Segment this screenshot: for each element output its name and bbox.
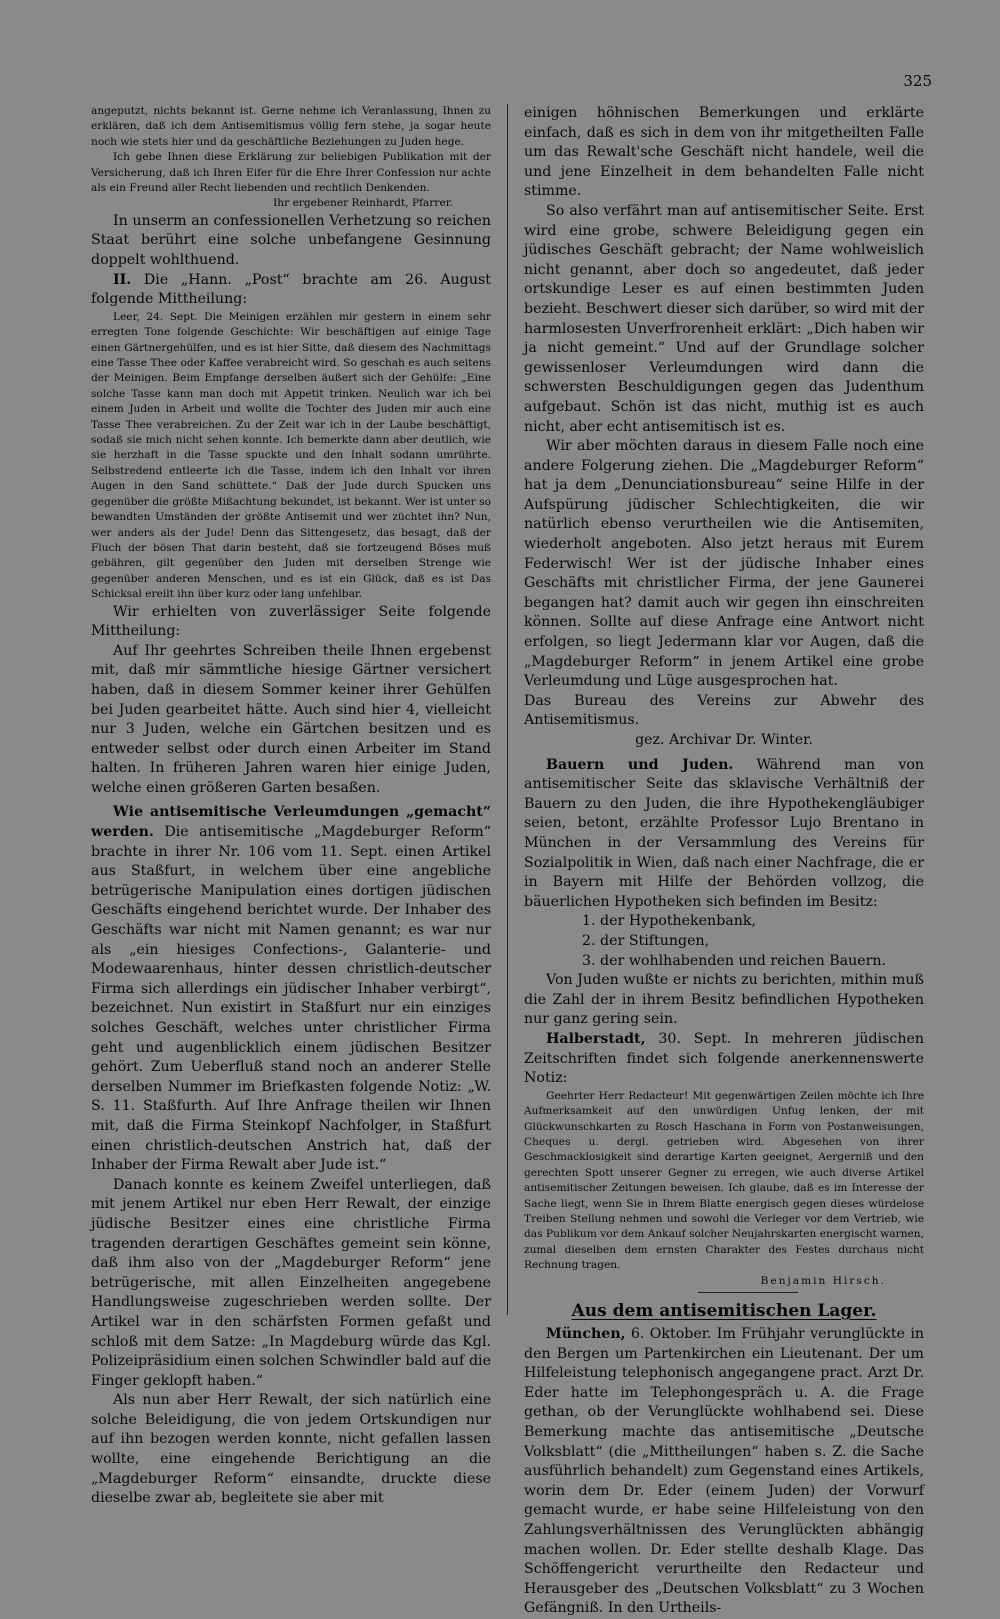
- letter-signature: Ihr ergebener Reinhardt, Pfarrer.: [273, 197, 453, 210]
- left-column: [91, 104, 491, 1509]
- list-item: 1. der Hypothekenbank,: [582, 913, 756, 930]
- letter-text: angeputzt, nichts bekannt ist. Gerne nehme ich Veranlassung, Ihnen zu erklären, daß ich dem Antisemitismus völlig fern stehe, ja sogar heute noch wie stets hier und da geschäftliche Beziehungen zu Juden hege.: [91, 105, 491, 148]
- dateline: Halberstadt,: [546, 1030, 646, 1047]
- quoted-reply: Auf Ihr geehrtes Schreiben theile Ihnen ergebenst mit, daß mir sämmtliche hiesige Gärtner versichert haben, daß in diesem Sommer keiner ihrer Gehülfen bei Juden gearbeitet hätte. Auch sind hier 4, vielleicht nur 3 Juden, welche ein Gärtchen besitzen und es entweder selbst oder durch einen Arbeiter im Stand halten. In früheren Jahren waren hier einige Juden, welche einen größeren Garten besaßen.: [91, 642, 491, 796]
- article-heading: Wie antisemitische Verleumdungen „gemacht“ werden.: [91, 804, 491, 841]
- paragraph: einigen höhnischen Bemerkungen und erklärte einfach, daß es sich in dem von ihr mitgetheilten Falle um das Rewalt'sche Geschäft nicht handele, weil die und jene Einzelheit in dem behandelten Falle nicht stimme.: [524, 105, 924, 200]
- section-ii-text: Die „Hann. „Post“ brachte am 26. August folgende Mittheilung:: [91, 271, 491, 308]
- right-column: [524, 104, 924, 1619]
- commentary-paragraph: In unserm an confessionellen Verhetzung so reichen Staat berührt eine solche unbefangene Gesinnung doppelt wohlthuend.: [91, 212, 491, 269]
- list-item: 2. der Stiftungen,: [582, 932, 710, 949]
- section-number: II.: [113, 271, 132, 288]
- section-ii-intro: [91, 271, 491, 310]
- article-text: 6. Oktober. Im Frühjahr verunglückte in den Bergen um Partenkirchen ein Lieutenant. Der um Hilfeleistung telephonisch angegangene pract. Arzt Dr. Eder hatte im Telephongespräch u. A. die Frage gethan, ob der Verunglückte wohlhabend sei. Diese Bemerkung machte das antisemitische „Deutsche Volksblatt“ (die „Mittheilungen“ haben s. Z. die Sache ausführlich behandelt) zum Gegenstand eines Artikels, worin dem Dr. Eder (einem Juden) der Vorwurf gemacht wurde, er habe seine Hilfeleistung von den Zahlungsverhältnissen des Verunglückten abhängig machen wollen. Dr. Eder stellte deshalb Klage. Das Schöffengericht verurtheilte den Redacteur und Herausgeber des „Deutschen Volksblatt“ zu 3 Wochen Gefängniß. In den Urtheils-: [524, 1325, 924, 1617]
- paragraph: Von Juden wußte er nichts zu berichten, mithin muß die Zahl der in ihrem Besitz befindlichen Hypotheken nur ganz gering sein.: [524, 972, 924, 1028]
- dateline: München,: [546, 1325, 626, 1342]
- mortgage-list: [524, 912, 924, 971]
- article-text: Während man von antisemitischer Seite das sklavische Verhältniß der Bauern zu den Juden, die ihre Hypothekengläubiger seien, betont, erzählte Professor Lujo Brentano in München in der Versammlung des Vereins für Sozialpolitik in Wien, daß nach einer Nachfrage, die er in Bayern mit Hilfe der Behörden vollzog, die bäuerlichen Hypotheken sich befinden im Besitz:: [524, 756, 925, 910]
- page-number: 325: [903, 72, 932, 90]
- quoted-report: Leer, 24. Sept. Die Meinigen erzählen mir gestern in einem sehr erregten Tone folgende Geschichte: Wir beschäftigen auf einige Tage einen Gärtnergehülfen, und es ist hier Sitte, daß diesem des Nachmittags eine Tasse Thee oder Kaffee verabreicht wird. So geschah es auch seitens der Meinigen. Beim Empfange derselben äußert sich der Gehülfe: „Eine solche Tasse kann man doch mit Appetit trinken. Neulich war ich bei einem Juden in Arbeit und wollte die Tochter des Juden mir auch eine Tasse Thee verabreichen. Zu der Zeit war ich in der Laube beschäftigt, sodaß sie mich nicht sehen konnte. Ich bemerkte dann aber deutlich, wie sie herzhaft in die Tasse spuckte und den Inhalt sodann umrührte. Selbstredend entleerte ich die Tasse, indem ich den Inhalt vor ihren Augen in den Sand schüttete.“ Daß der Jude durch Spucken uns gegenüber die größte Mißachtung bekundet, ist bekannt. Wer ist unter so bewandten Umständen der größte Antisemit und wer züchtet ihn? Nun, wer anders als der Jude! Denn das Sittengesetz, das besagt, daß der Fluch der bösen That darin besteht, daß sie fortzeugend Böses muß gebähren, gilt gegenüber den Juden mit derselben Strenge wie gegenüber anderen Menschen, und es ist ein Glück, daß es ist Das Schicksal ereilt ihn über kurz oder lang unfehlbar.: [91, 310, 491, 601]
- signature: gez. Archivar Dr. Winter.: [635, 732, 813, 748]
- article-text: Die antisemitische „Magdeburger Reform“ brachte in ihrer Nr. 106 vom 11. Sept. einen Artikel aus Staßfurt, in welchem über eine angebliche betrügerische Manipulation eines dortigen jüdischen Geschäfts eingehend berichtet wurde. Der Inhaber des Geschäfts war nicht mit Namen genannt; es war nur als „ein hiesiges Confections-, Galanterie- und Modewaarenhaus, hinter dessen christlich-deutscher Firma sich allerdings ein jüdischer Inhaber verbirgt“, bezeichnet. Nun existirt in Staßfurt nur ein einziges solches Geschäft, welches unter christlicher Firma geht und augenblicklich einem jüdischen Besitzer gehört. Zum Ueberfluß stand noch an anderer Stelle derselben Nummer im Briefkasten folgende Notiz: „W. S. 11. Staßfurth. Auf Ihre Anfrage theilen wir Ihnen mit, daß die Firma Steinkopf Nachfolger, in Staßfurt einen christlich-deutschen Anstrich hat, daß der Inhaber der Firma Rewalt aber Jude ist.“: [91, 824, 491, 1174]
- separator: [698, 1292, 798, 1293]
- section-heading: Aus dem antisemitischen Lager.: [571, 1300, 877, 1321]
- list-item: 3. der wohlhabenden und reichen Bauern.: [582, 952, 887, 969]
- article-text: 30. Sept. In mehreren jüdischen Zeitschriften findet sich folgende anerkennenswerte Notiz:: [524, 1030, 924, 1087]
- article-heading: Bauern und Juden.: [546, 756, 734, 773]
- quoted-letter: Geehrter Herr Redacteur! Mit gegenwärtigen Zeilen möchte ich Ihre Aufmerksamkeit auf den unwürdigen Unfug lenken, der mit Glückwunschkarten zu Rosch Haschana in Form von Postanweisungen, Cheques u. dergl. getrieben wird. Abgesehen von ihrer Geschmacklosigkeit sind derartige Karten geeignet, Aergerniß und den gerechten Spott unserer Gegner zu erregen, wie auch diverse Artikel antisemitischer Zeitungen beweisen. Ich glaube, daß es im Interesse der Sache liegt, wenn Sie in Ihrem Blatte energisch gegen dieses würdelose Treiben Stellung nehmen und sowohl die Verleger vor dem Vertrieb, wie das Publikum vor dem Ankauf solcher Neujahrskarten energischt warnen, zumal dieselben dem ernsten Charakter des Festes durchaus nicht Rechnung tragen.: [524, 1089, 924, 1272]
- letter-text-2: Ich gebe Ihnen diese Erklärung zur beliebigen Publikation mit der Versicherung, daß ich Ihren Eifer für die Ehre Ihrer Confession nur achte als ein Freund aller Recht liebenden und rechtlich Denkenden.: [91, 151, 491, 195]
- column-divider: [507, 104, 508, 1315]
- paragraph: Wir aber möchten daraus in diesem Falle noch eine andere Folgerung ziehen. Die „Magdeburger Reform“ hat ja dem „Denunciationsbureau“ seine Hilfe in der Aufspürung jüdischer Schlechtigkeiten, die wir natürlich ebenso verurtheilen wie die Antisemiten, wiederholt angeboten. Also jetzt heraus mit Eurem Federwisch! Wer ist der jüdische Inhaber eines Geschäfts mit christlicher Firma, der jene Gaunerei begangen hat? damit auch wir gegen ihn einschreiten können. Sollte auf diese Anfrage eine Antwort nicht erfolgen, so liegt Jedermann klar vor Augen, daß die „Magdeburger Reform“ in jenem Artikel eine grobe Verleumdung und Lüge ausgesprochen hat.: [524, 438, 924, 690]
- letter-signature: Benjamin Hirsch.: [760, 1274, 886, 1287]
- paragraph: Wir erhielten von zuverlässiger Seite folgende Mittheilung:: [91, 603, 491, 640]
- paragraph: Als nun aber Herr Rewalt, der sich natürlich eine solche Beleidigung, die von jedem Ortskundigen nur auf ihn bezogen werden konnte, nicht gefallen lassen wollte, eine eingehende Berichtigung an die „Magdeburger Reform“ einsandte, druckte diese dieselbe zwar ab, begleitete sie aber mit: [91, 1392, 491, 1507]
- paragraph: So also verfährt man auf antisemitischer Seite. Erst wird eine grobe, schwere Beleidigung gegen ein jüdisches Geschäft gebracht; der Name wohlweislich nicht genannt, aber doch so angedeutet, daß jeder ortskundige Leser es auf einen bestimmten Juden bezieht. Beschwert dieser sich darüber, so wird mit der harmlosesten Unverfrorenheit erklärt: „Dich haben wir ja nicht gemeint.“ Und auf der Grundlage solcher gewissenloser Verleumdungen wird dann die schwersten Beschuldigungen gegen das Judenthum aufgebaut. Schön ist das nicht, muthig ist es auch nicht, aber echt antisemitisch ist es.: [524, 202, 924, 435]
- paragraph: Danach konnte es keinem Zweifel unterliegen, daß mit jenem Artikel nur eben Herr Rewalt, der einzige jüdische Besitzer eines eine christliche Firma tragenden derartigen Geschäftes gemeint sein könne, daß ihm also von der „Magdeburger Reform“ jene betrügerische, mit allen Einzelheiten angegebene Handlungsweise zugeschrieben werden sollte. Der Artikel war in den schärfsten Formen gefaßt und schloß mit dem Satze: „In Magdeburg würde das Kgl. Polizeipräsidium einen solchen Schwindler bald auf die Finger geklopft haben.“: [91, 1176, 491, 1389]
- association-name: Das Bureau des Vereins zur Abwehr des Antisemitismus.: [524, 692, 924, 729]
